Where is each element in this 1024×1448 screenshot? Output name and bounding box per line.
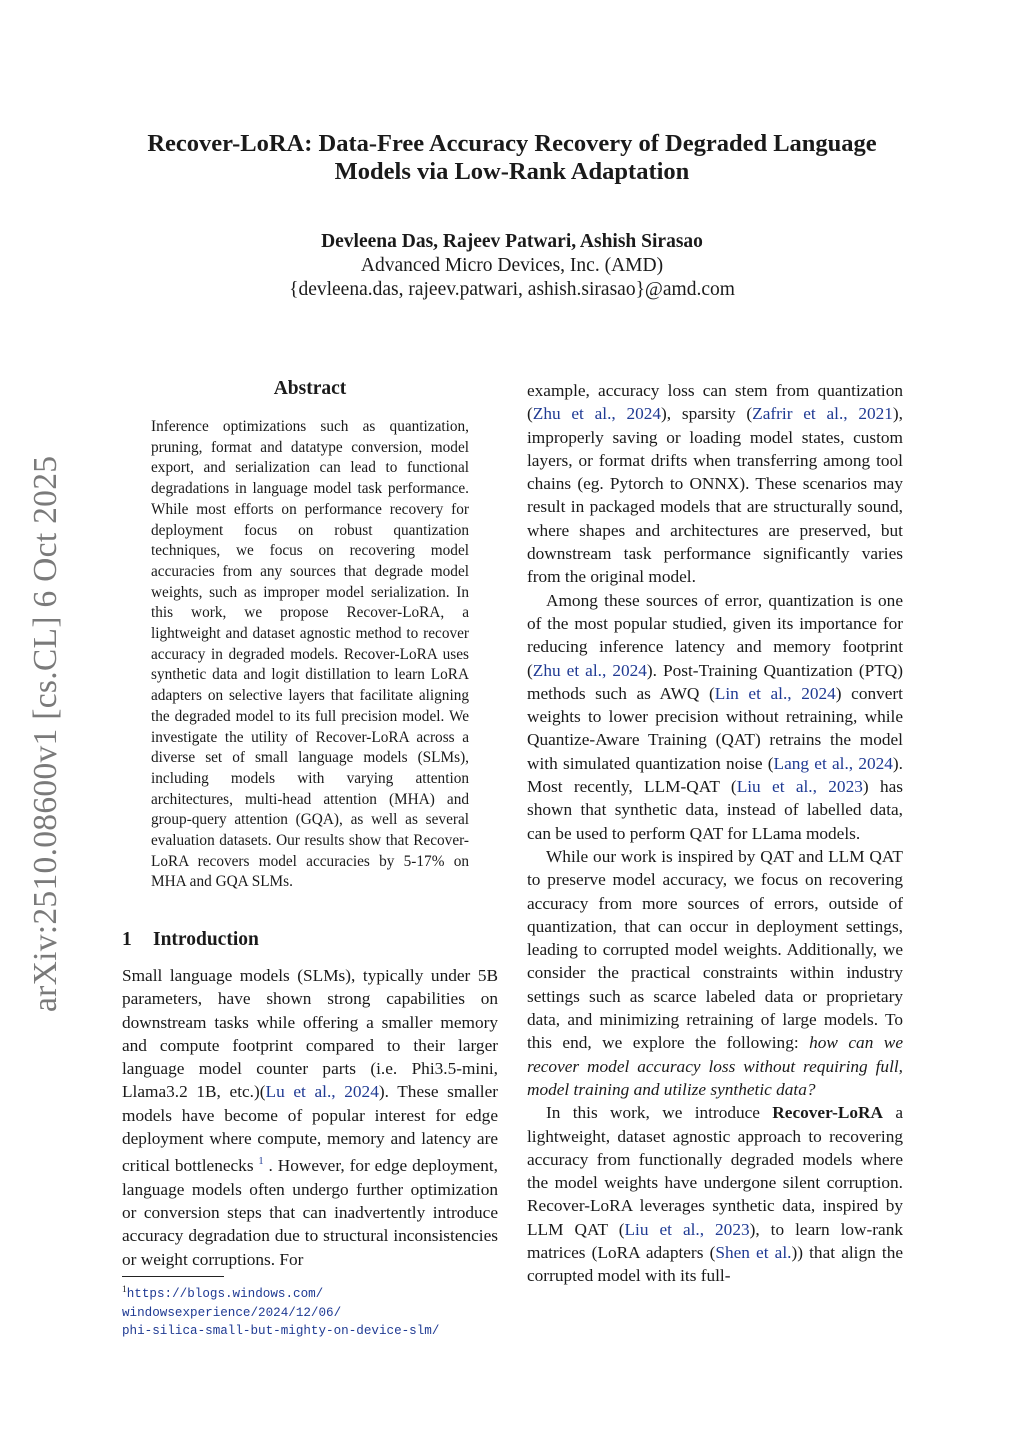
affiliation: Advanced Micro Devices, Inc. (AMD) bbox=[360, 255, 664, 276]
author-names: Devleena Das, Rajeev Patwari, Ashish Sirasao bbox=[321, 231, 703, 252]
footnote bbox=[122, 1281, 502, 1341]
section-heading-introduction bbox=[122, 929, 502, 951]
right-paragraph-4 bbox=[527, 1101, 903, 1287]
text-run: ). These smaller models have become of popular interest for edge deployment where compute, memory and latency are critical bottlenecks bbox=[122, 1082, 499, 1176]
footnote-link-3[interactable]: phi-silica-small-but-mighty-on-device-slm/ bbox=[122, 1324, 440, 1338]
footnote-divider bbox=[122, 1276, 224, 1277]
footnote-ref[interactable]: 1 bbox=[258, 1156, 264, 1168]
citation-shen[interactable]: Shen et al. bbox=[715, 1242, 792, 1262]
text-run: ). Post-Training Quantization (PTQ) methods such as AWQ ( bbox=[527, 660, 903, 703]
footnote-link-2[interactable]: windowsexperience/2024/12/06/ bbox=[122, 1305, 342, 1320]
author-block bbox=[150, 230, 874, 302]
citation-lin[interactable]: Lin et al., 2024 bbox=[714, 683, 836, 703]
citation-zhu-2[interactable]: Zhu et al., 2024 bbox=[532, 660, 647, 680]
text-run: Small language models (SLMs), typically under 5B parameters, have shown strong capabilities on downstream tasks while offering a smaller memory and compute footprint compared to their larger language model counter parts (i.e. Phi3.5-mini, Llama3.2 1B, etc.)( bbox=[122, 966, 498, 1102]
citation-year: 2024 bbox=[344, 1082, 379, 1102]
text-run: ) convert weights to lower precision without retraining, while Quantize-Aware Training (QAT) retrains the model with simulated quantization noise ( bbox=[527, 683, 903, 773]
intro-paragraph-1 bbox=[122, 964, 498, 1271]
text-run: ) has shown that synthetic data, instead of labelled data, can be used to perform QAT for LLama models. bbox=[527, 777, 903, 843]
footnote-mark: 1 bbox=[122, 1285, 127, 1295]
paper-title bbox=[100, 130, 924, 186]
citation-author: Lu et al. bbox=[265, 1082, 332, 1102]
text-run: While our work is inspired by QAT and LLM QAT to preserve model accuracy, we focus on recovering accuracy from more sources of errors, outside of quantization, that can occur in deployment settings, leading to corrupted model weights. Additionally, we consider the practical constraints within industry settings such as scarce labeled data or proprietary data, and minimizing retraining of large models. To this end, we explore the following: bbox=[527, 846, 903, 1053]
text-run: example, accuracy loss can stem from quantization ( bbox=[527, 381, 903, 424]
text-run: ), improperly saving or loading model states, custom layers, or format drifts when transferring among tool chains (eg. Pytorch to ONNX). These scenarios may result in packaged models that are structurally sound, where shapes and architectures are preserved, but downstream task performance significantly varies from the original model. bbox=[527, 404, 903, 587]
text-run: Among these sources of error, quantization is one of the most popular studied, given its importance for reducing inference latency and memory footprint ( bbox=[527, 590, 903, 680]
citation-lu[interactable]: Lu et al., 2024 bbox=[265, 1082, 379, 1102]
citation-zhu[interactable]: Zhu et al., 2024 bbox=[532, 404, 662, 424]
text-run: )) that align the corrupted model with its full- bbox=[527, 1242, 904, 1286]
citation-liu-2[interactable]: Liu et al., 2023 bbox=[624, 1219, 750, 1239]
text-run: . However, for edge deployment, language models often undergo further optimization or conversion steps that can inadvertently introduce accuracy degradation due to structural inconsistencies or weight corruptions. For bbox=[122, 1156, 498, 1269]
right-column-body bbox=[527, 379, 903, 1288]
section-number: 1 bbox=[122, 929, 132, 950]
text-run: In this work, we introduce bbox=[546, 1103, 773, 1123]
text-run: ), to learn low-rank matrices (LoRA adapters ( bbox=[527, 1219, 903, 1262]
method-name: Recover-LoRA bbox=[772, 1103, 883, 1123]
right-paragraph-2 bbox=[527, 589, 903, 845]
title-line-1: Recover-LoRA: Data-Free Accuracy Recovery of Degraded Language bbox=[147, 130, 877, 157]
footnote-link-1[interactable]: https://blogs.windows.com/ bbox=[126, 1287, 324, 1301]
citation-liu[interactable]: Liu et al., 2023 bbox=[736, 777, 863, 797]
text-run: ). Most recently, LLM-QAT ( bbox=[527, 753, 903, 797]
citation-lang[interactable]: Lang et al., 2024 bbox=[773, 753, 893, 773]
text-run: a lightweight, dataset agnostic approach to recovering accuracy from functionally degraded models where the model weights have undergone silent corruption. Recover-LoRA leverages synthetic data, inspired by LLM QAT ( bbox=[527, 1103, 903, 1239]
title-line-2: Models via Low-Rank Adaptation bbox=[334, 158, 690, 185]
text-run: ), sparsity ( bbox=[661, 404, 753, 424]
abstract-text: Inference optimizations such as quantization, pruning, format and datatype conversion, model export, and serialization can lead to functional degradations in language model task performance. While most efforts on performance recovery for deployment focus on robust quantization techniques, we focus on recovering model accuracies from any sources that degrade model weights, such as improper model serialization. In this work, we propose Recover-LoRA, a lightweight and dataset agnostic method to recover accuracy in degraded models. Recover-LoRA uses synthetic data and logit distillation to learn LoRA adapters on selective layers that facilitate aligning the degraded model to its full precision model. We investigate the utility of Recover-LoRA across a diverse set of small language models (SLMs), including models with varying attention architectures, multi-head attention (MHA) and group-query attention (GQA), as well as several evaluation datasets. Our results show that Recover-LoRA recovers model accuracies by 5-17% on MHA and GQA SLMs. bbox=[151, 418, 469, 891]
arxiv-stamp: arXiv:2510.08600v1 [cs.CL] 6 Oct 2025 bbox=[27, 455, 64, 1012]
right-paragraph-1 bbox=[527, 379, 903, 589]
research-question: how can we recover model accuracy loss without requiring full, model training and utilize synthetic data? bbox=[527, 1033, 903, 1099]
right-paragraph-3 bbox=[527, 845, 903, 1101]
left-column-body bbox=[122, 964, 498, 1271]
author-emails: {devleena.das, rajeev.patwari, ashish.sirasao}@amd.com bbox=[289, 279, 735, 300]
citation-zafrir[interactable]: Zafrir et al., 2021 bbox=[752, 404, 893, 424]
section-title: Introduction bbox=[153, 929, 259, 950]
abstract-heading: Abstract bbox=[273, 378, 347, 399]
